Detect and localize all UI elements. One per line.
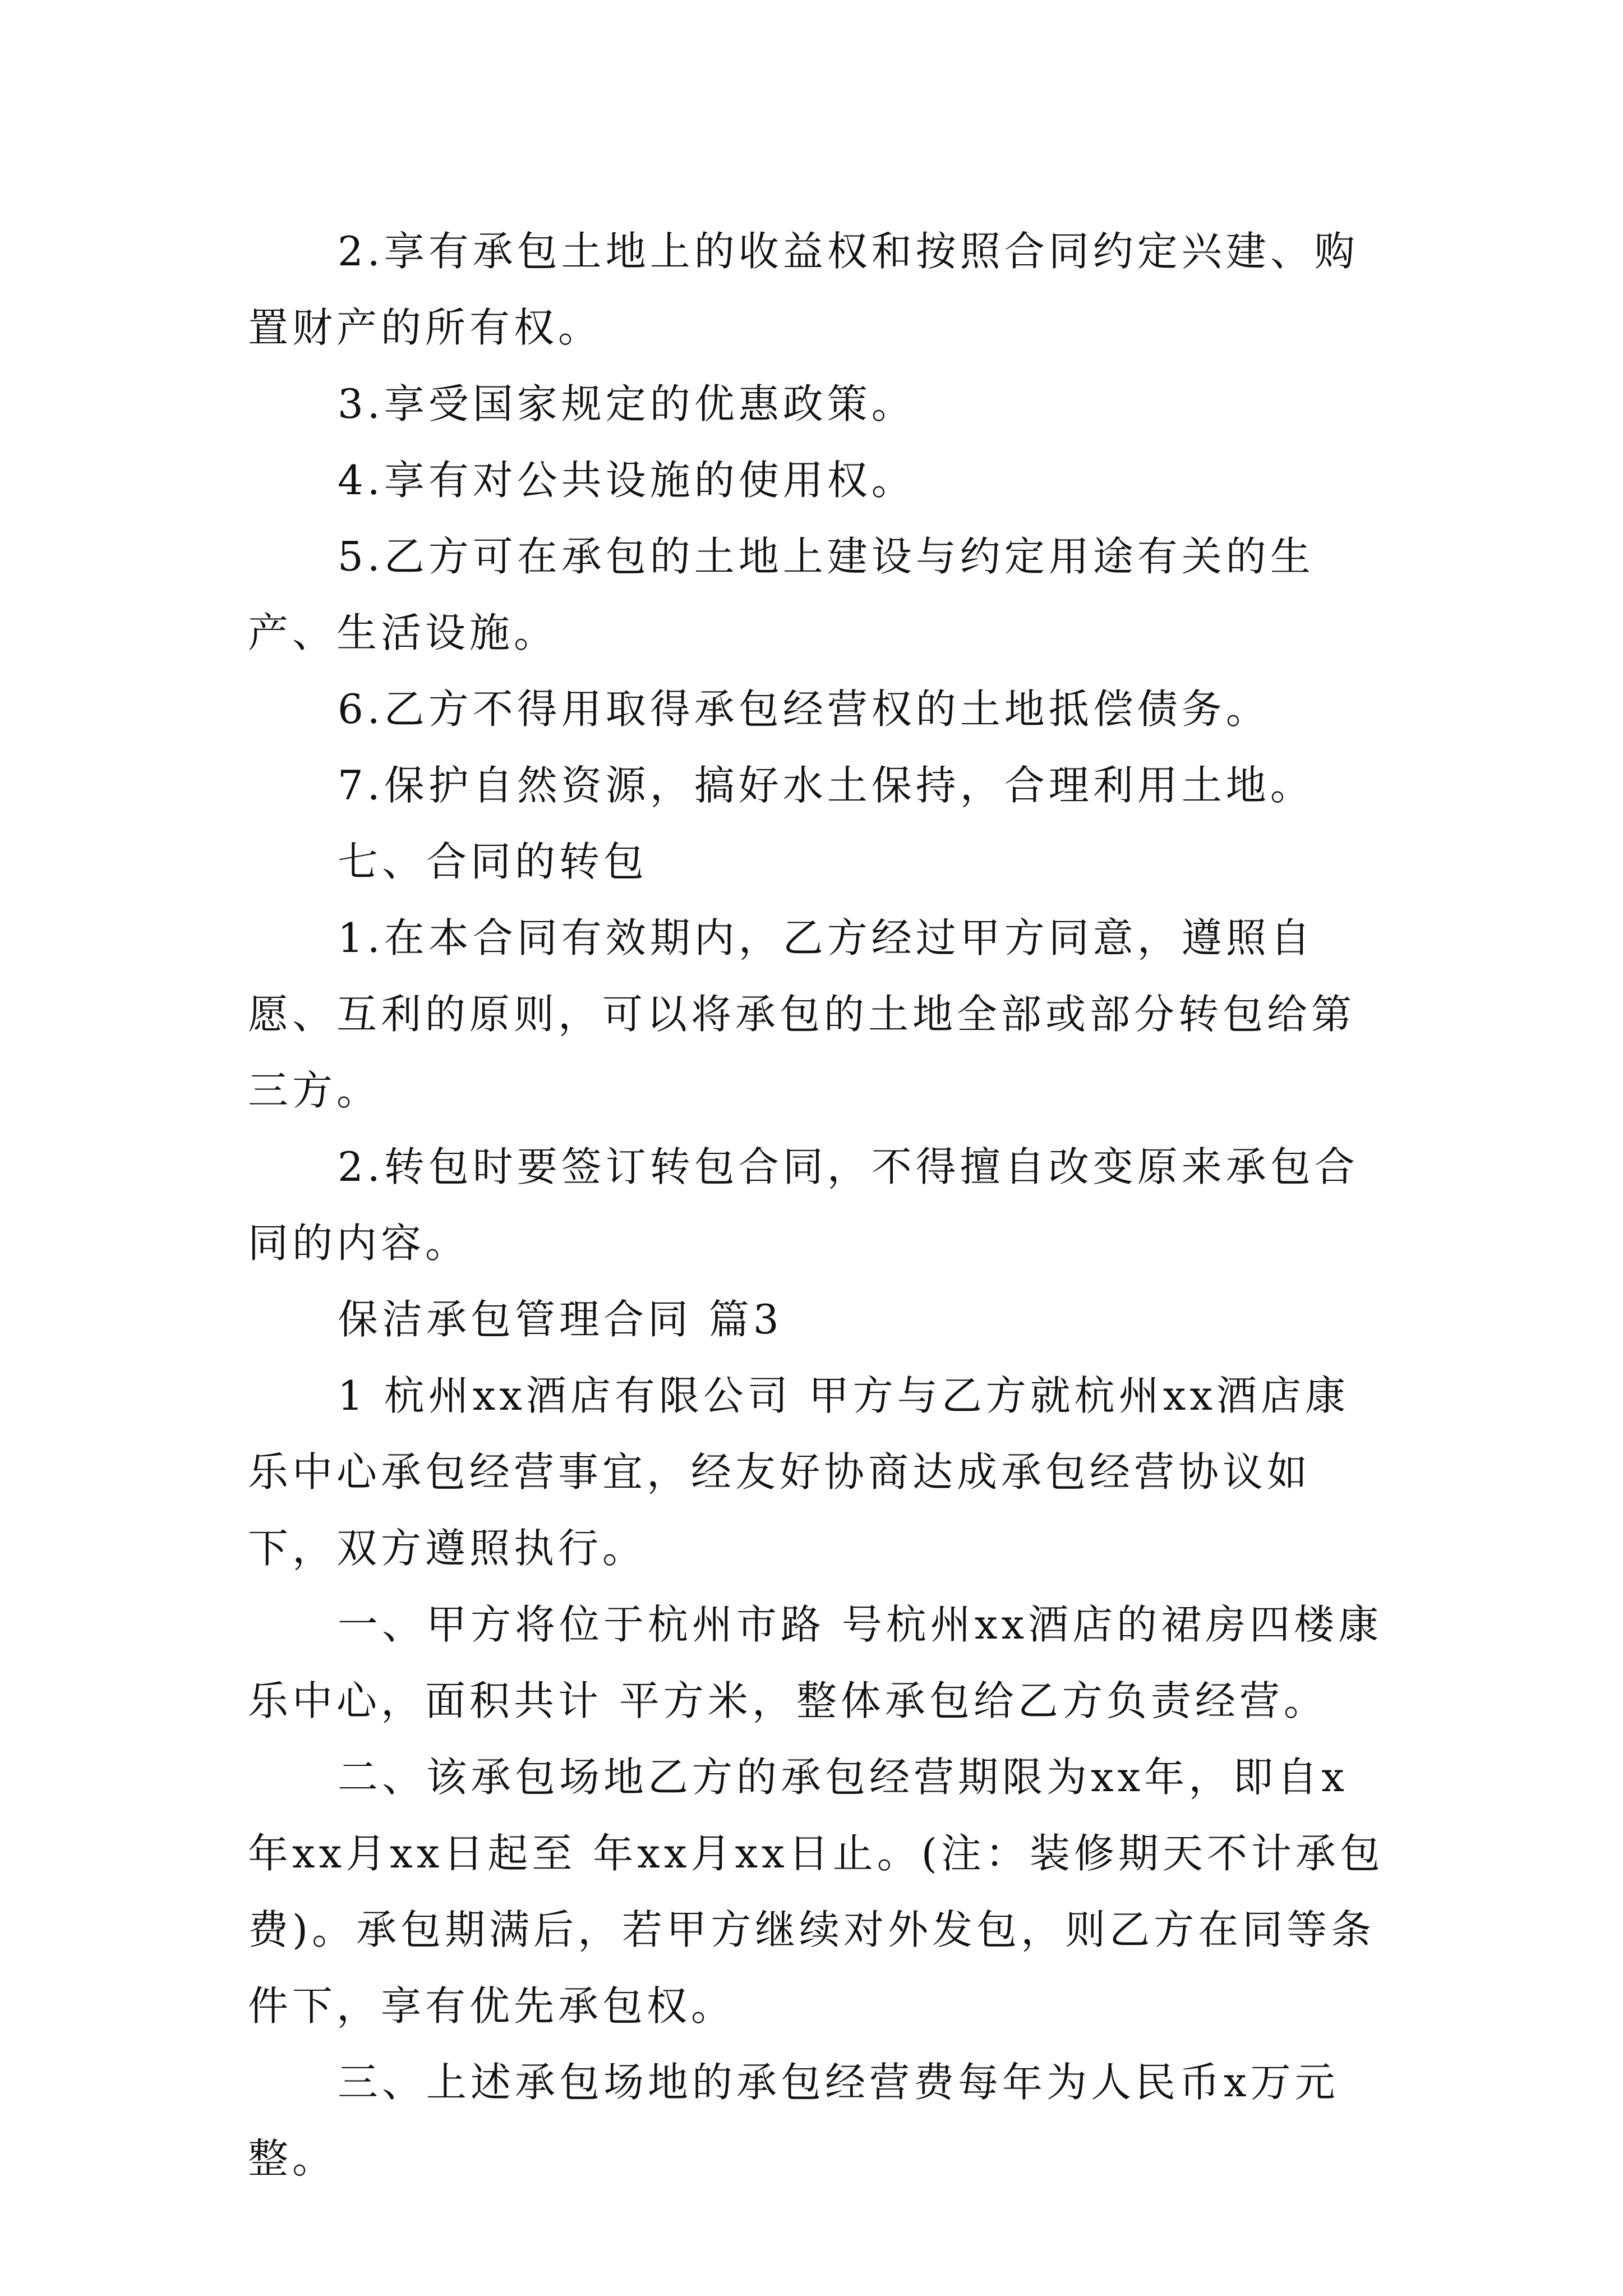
paragraph-resource-protection: 7.保护自然资源，搞好水土保持，合理利用土地。 xyxy=(338,762,1315,809)
section-heading-subcontract: 七、合同的转包 xyxy=(338,838,648,885)
paragraph-agreement-intro: 1 杭州xx酒店有限公司 甲方与乙方就杭州xx酒店康乐中心承包经营事宜，经友好协商达成承包经营协议如下，双方遵照执行。 xyxy=(248,1372,1350,1572)
paragraph-no-debt-collateral: 6.乙方不得用取得承包经营权的土地抵偿债务。 xyxy=(338,685,1270,733)
paragraph-preferential-policy: 3.享受国家规定的优惠政策。 xyxy=(338,380,916,427)
paragraph-income-rights: 2.享有承包土地上的收益权和按照合同约定兴建、购置财产的所有权。 xyxy=(248,228,1359,351)
paragraph-subcontract-consent: 1.在本合同有效期内，乙方经过甲方同意，遵照自愿、互利的原则，可以将承包的土地全部或部分转包给第三方。 xyxy=(248,914,1356,1114)
paragraph-clause-3: 三、上述承包场地的承包经营费每年为人民币x万元整。 xyxy=(248,2059,1339,2182)
paragraph-subcontract-signing: 2.转包时要签订转包合同，不得擅自改变原来承包合同的内容。 xyxy=(248,1143,1359,1267)
paragraph-construction-rights: 5.乙方可在承包的土地上建设与约定用途有关的生产、生活设施。 xyxy=(248,533,1315,656)
document-title-section-3: 保洁承包管理合同 篇3 xyxy=(338,1296,783,1343)
paragraph-clause-1: 一、甲方将位于杭州市路 号杭州xx酒店的裙房四楼康乐中心，面积共计 平方米，整体承包给乙方负责经营。 xyxy=(248,1601,1383,1724)
document-body xyxy=(248,213,1386,2197)
paragraph-public-facilities: 4.享有对公共设施的使用权。 xyxy=(338,457,916,504)
paragraph-clause-2: 二、该承包场地乙方的承包经营期限为xx年，即自x年xx月xx日起至 年xx月xx日止。(注：装修期天不计承包费)。承包期满后，若甲方继续对外发包，则乙方在同等条件下，享有优先承包权。 xyxy=(248,1754,1384,2030)
